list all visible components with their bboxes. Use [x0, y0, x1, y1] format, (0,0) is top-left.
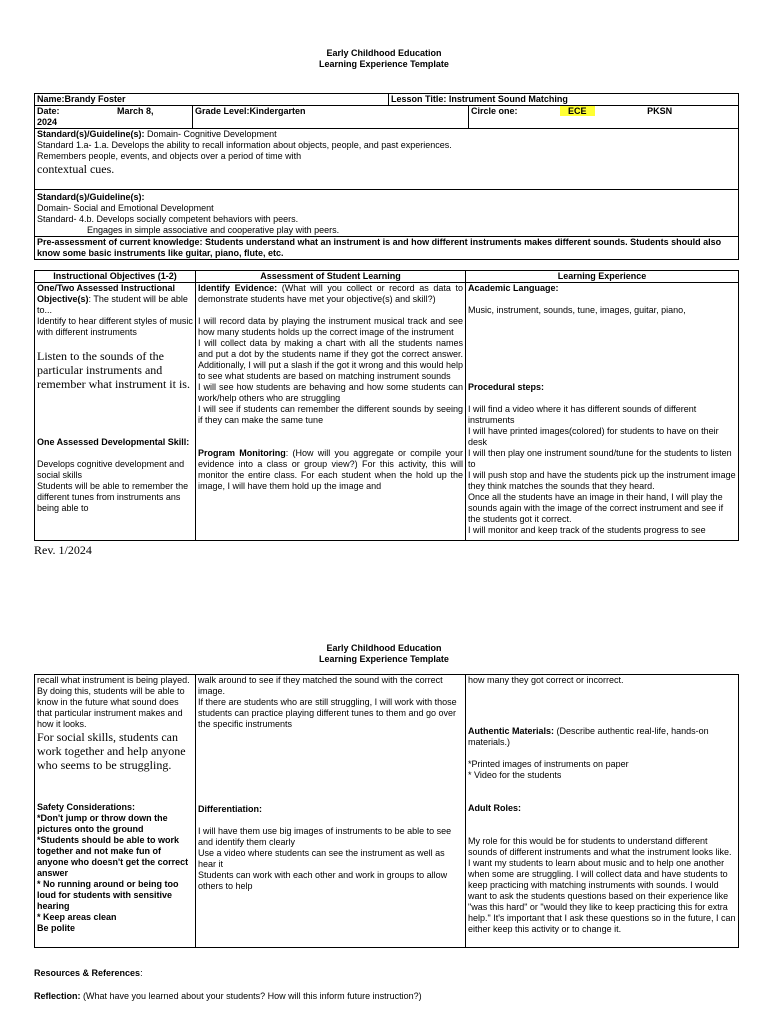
- circle-one-cell: [469, 106, 739, 129]
- grade-level-cell: Grade Level:Kindergarten: [193, 106, 469, 129]
- resources-line: [34, 968, 143, 979]
- header-experience: Learning Experience: [466, 271, 739, 283]
- instruction-table-page2: [34, 674, 739, 948]
- standards-label-1: Standard(s)/Guideline(s):: [37, 129, 145, 139]
- reflection-label: Reflection:: [34, 991, 81, 1001]
- adult-roles-text: My role for this would be for students to understand different sounds of different instruments and what the instrument looks like. I want my students to learn about music and to help one another when some are struggling. I will collect data and have students to keep practicing with matching instruments with sounds. I would want to ask the students questions based on their experience like "was this hard" or "would they like to keep practicing this for extra help." It's important that I ask these questions so in the future, I can either keep this activity or to change it.: [468, 836, 736, 934]
- step-3: I will then play one instrument sound/tune for the students to listen to: [468, 448, 732, 469]
- assessment-continued: walk around to see if they matched the sound with the correct image.: [198, 675, 443, 696]
- page-header-1: [0, 48, 768, 70]
- experience-continued: how many they got correct or incorrect.: [468, 675, 624, 685]
- lesson-info-table: [34, 93, 739, 260]
- standards-cell-1: [35, 129, 739, 190]
- header-objectives: Instructional Objectives (1-2): [35, 271, 196, 283]
- assessment-cell-2: [196, 675, 466, 948]
- lesson-title-cell: Lesson Title: Instrument Sound Matching: [389, 94, 739, 106]
- standards-line-1b: Remembers people, events, and objects over a period of time with: [37, 151, 302, 161]
- developmental-skill-label: One Assessed Developmental Skill:: [37, 437, 190, 447]
- differentiation-1: I will have them use big images of instruments to be able to see and identify them clearly: [198, 826, 452, 847]
- authentic-material-1: *Printed images of instruments on paper: [468, 759, 629, 769]
- step-1: I will find a video where it has different sounds of different instruments: [468, 404, 697, 425]
- date-cell: [35, 106, 193, 129]
- header-line-1-p2: Early Childhood Education: [326, 643, 442, 653]
- objectives-cell-1: [35, 283, 196, 541]
- social-skills-serif: For social skills, students can work together and help anyone who seems to be struggling.: [37, 730, 186, 772]
- monitoring-label: Program Monitoring: [198, 448, 286, 458]
- header-assessment: Assessment of Student Learning: [196, 271, 466, 283]
- academic-language-text: Music, instrument, sounds, tune, images, guitar, piano,: [468, 305, 686, 315]
- date-value: March 8,: [117, 106, 154, 116]
- preassessment-cell: Pre-assessment of current knowledge: Students understand what an instrument is and how different instruments makes different sounds. Students should also know some basic instruments like guitar, piano, flute, etc.: [35, 237, 739, 260]
- academic-language-label: Academic Language:: [468, 283, 559, 293]
- evidence-p1: I will record data by playing the instrument musical track and see how many students holds up the correct image of the instrument: [198, 316, 463, 337]
- step-4: I will push stop and have the students pick up the instrument image they think matches the sounds that they heard.: [468, 470, 736, 491]
- objective-serif-text: Listen to the sounds of the particular instruments and remember what instrument it is.: [37, 349, 190, 391]
- evidence-p4: I will see if students can remember the different sounds by seeing if they can make the same tune: [198, 404, 463, 425]
- assessment-cell-1: [196, 283, 466, 541]
- header-line-1: Early Childhood Education: [326, 48, 442, 58]
- authentic-materials-label: Authentic Materials:: [468, 726, 555, 736]
- safety-items: *Don't jump or throw down the pictures onto the ground *Students should be able to work together and not make fun of anyone who doesn't get the correct answer * No running around or being too loud for students with sensitive hearing * Keep areas clean Be polite: [37, 813, 189, 933]
- circle-one-label: Circle one:: [471, 106, 518, 116]
- ece-option: ECE: [560, 106, 595, 116]
- developmental-skill-text-2: Students will be able to remember the different tunes from instruments ans being able to: [37, 481, 189, 513]
- differentiation-2: Use a video where students can see the instrument as well as hear it: [198, 848, 445, 869]
- standards-line-2a: Domain- Social and Emotional Development: [37, 203, 214, 213]
- safety-label: Safety Considerations:: [37, 802, 136, 812]
- revision-note: Rev. 1/2024: [34, 543, 92, 557]
- objective-text: Identify to hear different styles of music with different instruments: [37, 316, 193, 337]
- step-6: I will monitor and keep track of the students progress to see: [468, 525, 706, 535]
- instruction-table-page1: [34, 270, 739, 541]
- standards-cell-2: [35, 190, 739, 237]
- standards-line-1a: Standard 1.a- 1.a. Develops the ability to recall information about objects, people, and past experiences.: [37, 140, 452, 150]
- date-year: 2024: [37, 117, 58, 127]
- objective-continued: recall what instrument is being played. By doing this, students will be able to know in the future what sound does that particular instrument makes and how it looks.: [37, 675, 190, 729]
- monitoring-text: : (How will you aggregate or compile your evidence into a class or group view?) For this activity, this will monitor the entire class. For each student when the hold up the image, I will have them hold up the image and: [198, 448, 464, 491]
- standards-line-1c: contextual cues.: [37, 162, 115, 176]
- reflection-text: (What have you learned about your students? How will this inform future instruction?): [80, 991, 422, 1001]
- adult-roles-label: Adult Roles:: [468, 803, 521, 813]
- differentiation-label: Differentiation:: [198, 804, 262, 814]
- header-line-2: Learning Experience Template: [319, 59, 449, 69]
- resources-label: Resources & References: [34, 968, 141, 978]
- evidence-label: Identify Evidence:: [198, 283, 278, 293]
- experience-cell-2: [466, 675, 739, 948]
- standards-line-2c: Engages in simple associative and cooperative play with peers.: [87, 225, 340, 235]
- differentiation-3: Students can work with each other and work in groups to allow others to help: [198, 870, 448, 891]
- name-cell: Name:Brandy Foster: [35, 94, 389, 106]
- objective-intro: : The student will be able to...: [37, 294, 188, 315]
- developmental-skill-text: Develops cognitive development and social skills: [37, 459, 185, 480]
- header-line-2-p2: Learning Experience Template: [319, 654, 449, 664]
- experience-cell-1: [466, 283, 739, 541]
- assessment-continued-2: If there are students who are still struggling, I will work with those students can practice playing different tunes to them and go over the specific instruments: [198, 697, 457, 729]
- reflection-line: [34, 991, 422, 1002]
- evidence-intro: (What will you collect or record as data to demonstrate students have met your objective(s) and skill?): [198, 283, 463, 304]
- standards-line-2b: Standard- 4.b. Develops socially competent behaviors with peers.: [37, 214, 299, 224]
- evidence-p2: I will collect data by making a chart with all the students names and put a dot by the students name if they got the correct answer. Additionally, I will put a slash if the got it wrong and this would help to see what students are based on matching instrument sounds: [198, 338, 463, 381]
- objective-label: One/Two Assessed Instructional Objective(s): [37, 283, 176, 304]
- resources-colon: :: [140, 968, 143, 978]
- page-header-2: [0, 643, 768, 665]
- standards-label-2: Standard(s)/Guideline(s):: [37, 192, 145, 202]
- objectives-cell-2: [35, 675, 196, 948]
- date-label: Date:: [37, 106, 60, 116]
- standards-domain-1: Domain- Cognitive Development: [144, 129, 277, 139]
- authentic-materials-intro: (Describe authentic real-life, hands-on materials.): [468, 726, 709, 747]
- authentic-material-2: * Video for the students: [468, 770, 562, 780]
- step-5: Once all the students have an image in their hand, I will play the sounds again with the image of the correct instrument and see if the students got it correct.: [468, 492, 724, 524]
- step-2: I will have printed images(colored) for students to have on their desk: [468, 426, 719, 447]
- evidence-p3: I will see how students are behaving and how some students can work/help others who are struggling: [198, 382, 463, 403]
- procedural-steps-label: Procedural steps:: [468, 382, 545, 392]
- pksn-option: PKSN: [647, 106, 673, 116]
